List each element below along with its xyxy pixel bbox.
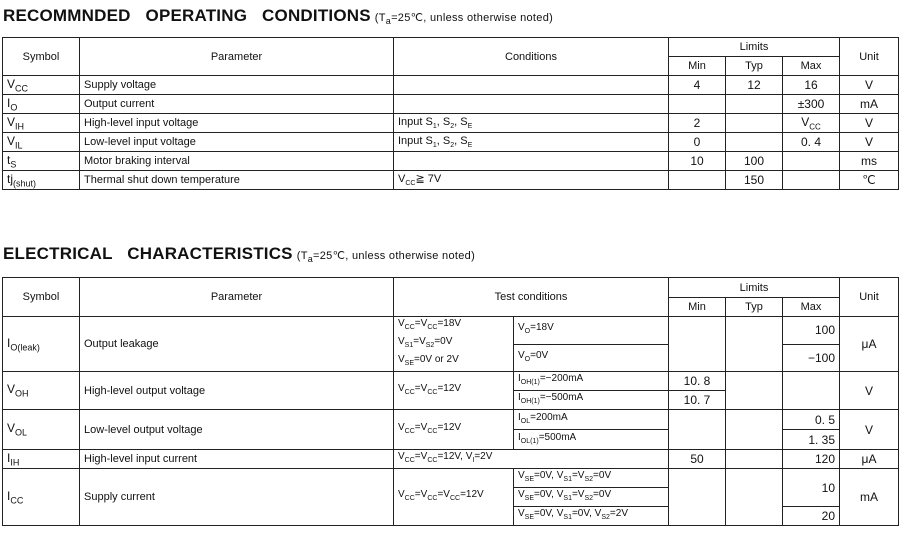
unit-cell: V <box>840 76 899 95</box>
header-limits: Limits <box>669 278 840 298</box>
max-cell <box>783 152 840 171</box>
parameter-cell: Low-level input voltage <box>80 133 394 152</box>
header-unit: Unit <box>840 38 899 76</box>
common-condition-cell: $V_{CC}=V_{CC}=12V$ <box>394 372 514 410</box>
condition-cell: $I_{OL}=200mA$ <box>514 410 669 430</box>
table-row <box>3 171 899 190</box>
symbol-cell: $I_{IH}$ <box>3 450 80 469</box>
condition-cell: $I_{OH(1)}=-200mA$ <box>514 372 669 391</box>
header-typ: Typ <box>726 298 783 317</box>
unit-cell: μA <box>840 317 899 372</box>
unit-cell: V <box>840 133 899 152</box>
min-cell: 10. 7 <box>669 391 726 410</box>
section-note: ($T_a=25℃$, unless otherwise noted) <box>374 12 554 27</box>
header-symbol: Symbol <box>3 278 80 317</box>
section-note: ($T_a=25℃$, unless otherwise noted) <box>296 250 476 265</box>
max-cell: 120 <box>783 450 840 469</box>
min-cell <box>669 171 726 190</box>
condition-cell: $V_{CC}=V_{CC}=12V$, $V_I=2V$ <box>394 450 669 469</box>
conditions-cell: $V_{CC}≧$ 7V <box>394 171 669 190</box>
max-cell: 0. 5 <box>783 410 840 430</box>
typ-cell <box>726 450 783 469</box>
max-cell: 16 <box>783 76 840 95</box>
typ-cell <box>726 95 783 114</box>
condition-cell: $I_{OL(1)}=500mA$ <box>514 430 669 450</box>
typ-cell: 12 <box>726 76 783 95</box>
symbol-cell: $V_{OH}$ <box>3 372 80 410</box>
unit-cell: V <box>840 410 899 450</box>
typ-cell <box>726 410 783 450</box>
parameter-cell: Output current <box>80 95 394 114</box>
header-parameter: Parameter <box>80 38 394 76</box>
min-cell: 4 <box>669 76 726 95</box>
conditions-cell <box>394 76 669 95</box>
header-min: Min <box>669 298 726 317</box>
table-row <box>3 114 899 133</box>
conditions-cell <box>394 152 669 171</box>
unit-cell: V <box>840 372 899 410</box>
unit-cell: mA <box>840 469 899 526</box>
table-row <box>3 469 899 488</box>
max-cell: −100 <box>783 344 840 372</box>
max-cell: 20 <box>783 507 840 526</box>
max-cell: ±300 <box>783 95 840 114</box>
unit-cell: V <box>840 114 899 133</box>
section-title: RECOMMNDED OPERATING CONDITIONS <box>3 6 371 25</box>
typ-cell: 100 <box>726 152 783 171</box>
table-row <box>3 76 899 95</box>
max-cell: 10 <box>783 469 840 507</box>
parameter-cell: High-level input voltage <box>80 114 394 133</box>
symbol-cell: $V_{IL}$ <box>3 133 80 152</box>
typ-cell <box>726 469 783 526</box>
table-row <box>3 410 899 430</box>
header-parameter: Parameter <box>80 278 394 317</box>
min-cell: 0 <box>669 133 726 152</box>
max-cell <box>783 372 840 410</box>
symbol-cell: $tj_{(shut)}$ <box>3 171 80 190</box>
typ-cell <box>726 133 783 152</box>
min-cell <box>669 410 726 450</box>
header-min: Min <box>669 57 726 76</box>
condition-cell: $V_{SE}=0V$, $V_{S1}=V_{S2}=0V$ <box>514 469 669 488</box>
symbol-cell: $t_S$ <box>3 152 80 171</box>
common-condition-cell: $V_{CC}=V_{CC}=18V$ $V_{S1}=V_{S2}=0V$ $V_{SE}=0V$ or 2V <box>394 317 514 372</box>
header-symbol: Symbol <box>3 38 80 76</box>
header-limits: Limits <box>669 38 840 57</box>
max-cell: 100 <box>783 317 840 345</box>
table-row <box>3 133 899 152</box>
condition-cell: $V_{SE}=0V$, $V_{S1}=0V$, $V_{S2}=2V$ <box>514 507 669 526</box>
unit-cell: ℃ <box>840 171 899 190</box>
typ-cell: 150 <box>726 171 783 190</box>
symbol-cell: $V_{CC}$ <box>3 76 80 95</box>
table-row <box>3 450 899 469</box>
header-test-conditions: Test conditions <box>394 278 669 317</box>
unit-cell: mA <box>840 95 899 114</box>
min-cell: 10. 8 <box>669 372 726 391</box>
unit-cell: ms <box>840 152 899 171</box>
conditions-cell <box>394 95 669 114</box>
parameter-cell: Motor braking interval <box>80 152 394 171</box>
table-row <box>3 317 899 345</box>
max-cell: $V_{CC}$ <box>783 114 840 133</box>
min-cell <box>669 469 726 526</box>
min-cell <box>669 95 726 114</box>
conditions-cell: Input $S_1$, $S_2$, $S_E$ <box>394 114 669 133</box>
parameter-cell: Supply voltage <box>80 76 394 95</box>
symbol-cell: $V_{OL}$ <box>3 410 80 450</box>
header-conditions: Conditions <box>394 38 669 76</box>
header-max: Max <box>783 57 840 76</box>
parameter-cell: Thermal shut down temperature <box>80 171 394 190</box>
header-max: Max <box>783 298 840 317</box>
table-row <box>3 152 899 171</box>
recommended-operating-conditions-table <box>2 37 899 190</box>
header-typ: Typ <box>726 57 783 76</box>
min-cell <box>669 317 726 372</box>
table-row <box>3 95 899 114</box>
parameter-cell: Output leakage <box>80 317 394 372</box>
min-cell: 2 <box>669 114 726 133</box>
max-cell: 0. 4 <box>783 133 840 152</box>
condition-cell: $V_O=18V$ <box>514 317 669 345</box>
electrical-characteristics-heading <box>3 244 475 264</box>
table-row <box>3 372 899 391</box>
common-condition-cell: $V_{CC}=V_{CC}=12V$ <box>394 410 514 450</box>
unit-cell: μA <box>840 450 899 469</box>
parameter-cell: High-level input current <box>80 450 394 469</box>
conditions-cell: Input $S_1$, $S_2$, $S_E$ <box>394 133 669 152</box>
typ-cell <box>726 114 783 133</box>
typ-cell <box>726 317 783 372</box>
max-cell: 1. 35 <box>783 430 840 450</box>
min-cell: 50 <box>669 450 726 469</box>
section-title: ELECTRICAL CHARACTERISTICS <box>3 244 293 263</box>
condition-cell: $V_O=0V$ <box>514 344 669 372</box>
symbol-cell: $V_{IH}$ <box>3 114 80 133</box>
header-unit: Unit <box>840 278 899 317</box>
symbol-cell: $I_{O(leak)}$ <box>3 317 80 372</box>
min-cell: 10 <box>669 152 726 171</box>
condition-cell: $I_{OH(1)}=-500mA$ <box>514 391 669 410</box>
typ-cell <box>726 372 783 410</box>
parameter-cell: High-level output voltage <box>80 372 394 410</box>
electrical-characteristics-table <box>2 277 899 526</box>
max-cell <box>783 171 840 190</box>
condition-cell: $V_{SE}=0V$, $V_{S1}=V_{S2}=0V$ <box>514 488 669 507</box>
symbol-cell: $I_{CC}$ <box>3 469 80 526</box>
parameter-cell: Low-level output voltage <box>80 410 394 450</box>
symbol-cell: $I_O$ <box>3 95 80 114</box>
common-condition-cell: $V_{CC}=V_{CC}=V_{CC}=12V$ <box>394 469 514 526</box>
parameter-cell: Supply current <box>80 469 394 526</box>
recommended-operating-conditions-heading <box>3 6 553 26</box>
